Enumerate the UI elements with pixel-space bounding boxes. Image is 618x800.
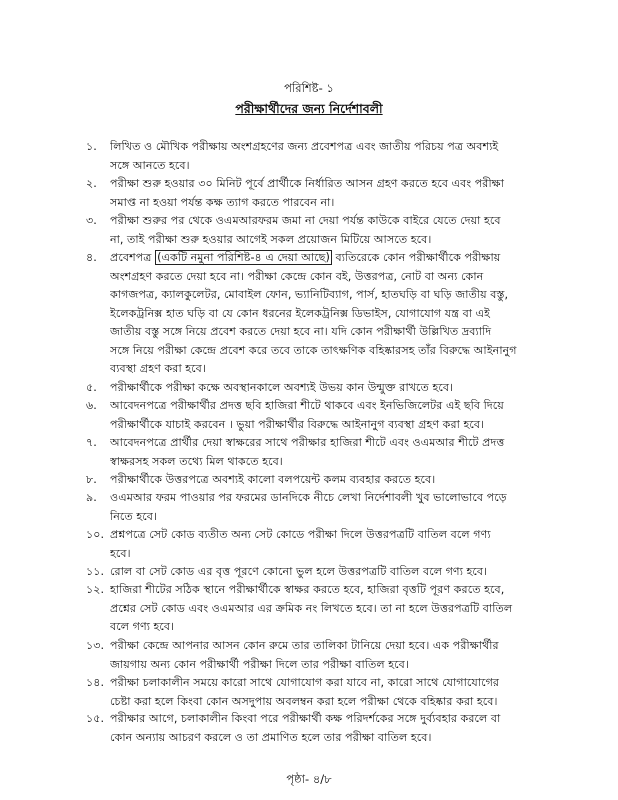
instruction-line: প্রশ্নপত্রে সেট কোড ব্যতীত অন্য সেট কোডে পরীক্ষা দিলে উত্তরপত্রটি বাতিল বলে গণ্য xyxy=(110,528,491,541)
instruction-line: নিতে হবে। xyxy=(110,509,157,523)
instruction-text xyxy=(110,397,554,434)
instruction-line-start: প্রবেশপত্র xyxy=(110,251,152,264)
instruction-text xyxy=(110,434,554,471)
appendix-label: পরিশিষ্ট- ১ xyxy=(284,81,334,95)
instruction-number: ৭. xyxy=(86,436,97,449)
instruction-line: কোন অন্যায় আচরণ করলে ও তা প্রমাণিত হলে তার পরীক্ষা বাতিল হবে। xyxy=(110,730,432,744)
instruction-text xyxy=(110,175,554,212)
page-title-text: পরীক্ষার্থীদের জন্য নির্দেশাবলী xyxy=(235,101,383,116)
instruction-number: ৫. xyxy=(86,381,97,394)
instruction-line: বলে গণ্য হবে। xyxy=(110,620,175,633)
instruction-line: আবেদনপত্রে পরীক্ষার্থীর প্রদত্ত ছবি হাজিরা শীটে থাকবে এবং ইনভিজিলেটর এই ছবি দিয়ে xyxy=(110,399,504,412)
instruction-line: সঙ্গে নিয়ে পরীক্ষা কেন্দ্রে প্রবেশ করে তবে তাকে তাৎক্ষণিক বহিষ্কারসহ তাঁর বিরুদ্ধে আইনানুগ xyxy=(110,343,517,357)
instruction-text xyxy=(110,138,554,175)
instruction-number: ২. xyxy=(86,177,97,190)
instruction-line: পরীক্ষা কেন্দ্রে আপনার আসন কোন রুমে তার তালিকা টানিয়ে দেয়া হবে। এক পরীক্ষার্থীর xyxy=(110,639,499,652)
instruction-line: পরীক্ষা চলাকালীন সময়ে কারো সাথে যোগাযোগ করা যাবে না, কারো সাথে যোগাযোগের xyxy=(110,676,500,689)
instruction-text xyxy=(110,563,554,582)
instruction-number: ১৪. xyxy=(86,676,105,689)
instruction-number: ১. xyxy=(86,140,97,153)
instruction-text xyxy=(110,471,554,490)
instruction-number: ৪. xyxy=(86,251,97,264)
instruction-text xyxy=(110,489,554,526)
instruction-line: অংশগ্রহণ করতে দেয়া হবে না। পরীক্ষা কেন্দ্রে কোন বই, উত্তরপত্র, নোট বা অন্য কোন xyxy=(110,269,484,283)
page-number: পৃষ্ঠা- ৪/৮ xyxy=(286,772,332,786)
instruction-text xyxy=(110,581,554,637)
instruction-line: লিখিত ও মৌখিক পরীক্ষায় অংশগ্রহণের জন্য প্রবেশপত্র এবং জাতীয় পরিচয় পত্র অবশ্যই xyxy=(110,140,499,153)
instruction-number: ১৫. xyxy=(86,712,105,725)
instruction-line: কাগজপত্র, ক্যালকুলেটর, মোবাইল ফোন, ভ্যানিটিব্যাগ, পার্স, হাতঘড়ি বা ঘড়ি জাতীয় বস্তু, xyxy=(110,288,509,301)
instruction-number: ১৩. xyxy=(86,639,105,652)
instruction-text xyxy=(110,249,554,379)
instruction-line: পরীক্ষার আগে, চলাকালীন কিংবা পরে পরীক্ষার্থী কক্ষ পরিদর্শকের সঙ্গে দুর্ব্যবহার করলে বা xyxy=(110,712,501,725)
instruction-number: ৬. xyxy=(86,399,97,412)
instruction-line: স্বাক্ষরসহ সকল তথ্যে মিল থাকতে হবে। xyxy=(110,454,283,468)
instruction-text xyxy=(110,674,554,711)
instruction-line xyxy=(110,249,554,268)
instruction-number: ৩. xyxy=(86,214,97,227)
instruction-text xyxy=(110,212,554,249)
instruction-line: ব্যবস্থা গ্রহণ করা হবে। xyxy=(110,362,206,375)
instruction-line: না, তাই পরীক্ষা শুরু হওয়ার আগেই সকল প্রয়োজন মিটিয়ে আসতে হবে। xyxy=(110,232,432,246)
instruction-text xyxy=(110,379,554,398)
instruction-text xyxy=(110,637,554,674)
instruction-line: পরীক্ষা শুরু হওয়ার ৩০ মিনিট পূর্বে প্রার্থীকে নির্ধারিত আসন গ্রহণ করতে হবে এবং পরীক্ষা xyxy=(110,177,504,190)
instruction-line: পরীক্ষার্থীকে উত্তরপত্রে অবশ্যই কালো বলপয়েন্ট কলম ব্যবহার করতে হবে। xyxy=(110,473,436,486)
instruction-line: পরীক্ষা শুরুর পর থেকে ওএমআরফরম জমা না দেয়া পর্যন্ত কাউকে বাইরে যেতে দেয়া হবে xyxy=(110,214,501,227)
instruction-line: চেষ্টা করা হলে কিংবা কোন অসদুপায় অবলম্বন করা হলে পরীক্ষা থেকে বহিষ্কার করা হবে। xyxy=(110,694,498,708)
instruction-line: ইলেকট্রনিক্স হাত ঘড়ি বা যে কোন ধরনের ইলেকট্রনিক্স ডিভাইস, যোগাযোগ যন্ত্র বা এই xyxy=(110,306,490,320)
instruction-line: পরীক্ষার্থীকে পরীক্ষা কক্ষে অবস্থানকালে অবশ্যই উভয় কান উন্মুক্ত রাখতে হবে। xyxy=(110,381,454,394)
instruction-line-end: ব্যতিরেকে কোন পরীক্ষার্থীকে পরীক্ষায় xyxy=(335,251,501,264)
instruction-number: ৯. xyxy=(86,491,97,504)
instruction-line: জাতীয় বস্তু সঙ্গে নিয়ে প্রবেশ করতে দেয়া হবে না। যদি কোন পরীক্ষার্থী উল্লিখিত দ্রব্যাদি xyxy=(110,325,492,338)
instruction-line: ওএমআর ফরম পাওয়ার পর ফরমের ডানদিকে নীচে লেখা নির্দেশাবলী খুব ভালোভাবে পড়ে xyxy=(110,491,507,504)
instruction-line: হবে। xyxy=(110,546,131,560)
instruction-number: ১০. xyxy=(86,528,105,541)
instruction-text xyxy=(110,710,554,747)
instruction-line: রোল বা সেট কোড এর বৃত্ত পূরণে কোনো ভুল হলে উত্তরপত্রটি বাতিল বলে গণ্য হবে। xyxy=(110,565,488,578)
instruction-line: হাজিরা শীটের সঠিক স্থানে পরীক্ষার্থীকে স্বাক্ষর করতে হবে, হাজিরা বৃত্তটি পূরণ করতে হবে, xyxy=(110,583,505,596)
boxed-note: (একটি নমুনা পরিশিষ্ট-৪ এ দেয়া আছে) xyxy=(157,251,330,264)
instruction-line: জায়গায় অন্য কোন পরীক্ষার্থী পরীক্ষা দিলে তার পরীক্ষা বাতিল হবে। xyxy=(110,657,409,671)
page-title xyxy=(0,101,618,121)
instruction-number: ১১. xyxy=(86,565,105,578)
instruction-number: ৮. xyxy=(86,473,97,486)
instruction-line: সমাপ্ত না হওয়া পর্যন্ত কক্ষ ত্যাগ করতে পারবেন না। xyxy=(110,195,335,209)
instruction-line: সঙ্গে আনতে হবে। xyxy=(110,158,190,172)
instruction-line: পরীক্ষার্থীকে যাচাই করবেন । ভুয়া পরীক্ষার্থীর বিরুদ্ধে আইনানুগ ব্যবস্থা গ্রহণ করা হবে। xyxy=(110,417,485,431)
instruction-number: ১২. xyxy=(86,583,105,596)
instruction-line: আবেদনপত্রে প্রার্থীর দেয়া স্বাক্ষরের সাথে পরীক্ষার হাজিরা শীটে এবং ওএমআর শীটে প্রদত্ত xyxy=(110,436,505,449)
instruction-text xyxy=(110,526,554,563)
instruction-line: প্রশ্নের সেট কোড এবং ওএমআর এর ক্রমিক নং লিখতে হবে। তা না হলে উত্তরপত্রটি বাতিল xyxy=(110,601,513,615)
